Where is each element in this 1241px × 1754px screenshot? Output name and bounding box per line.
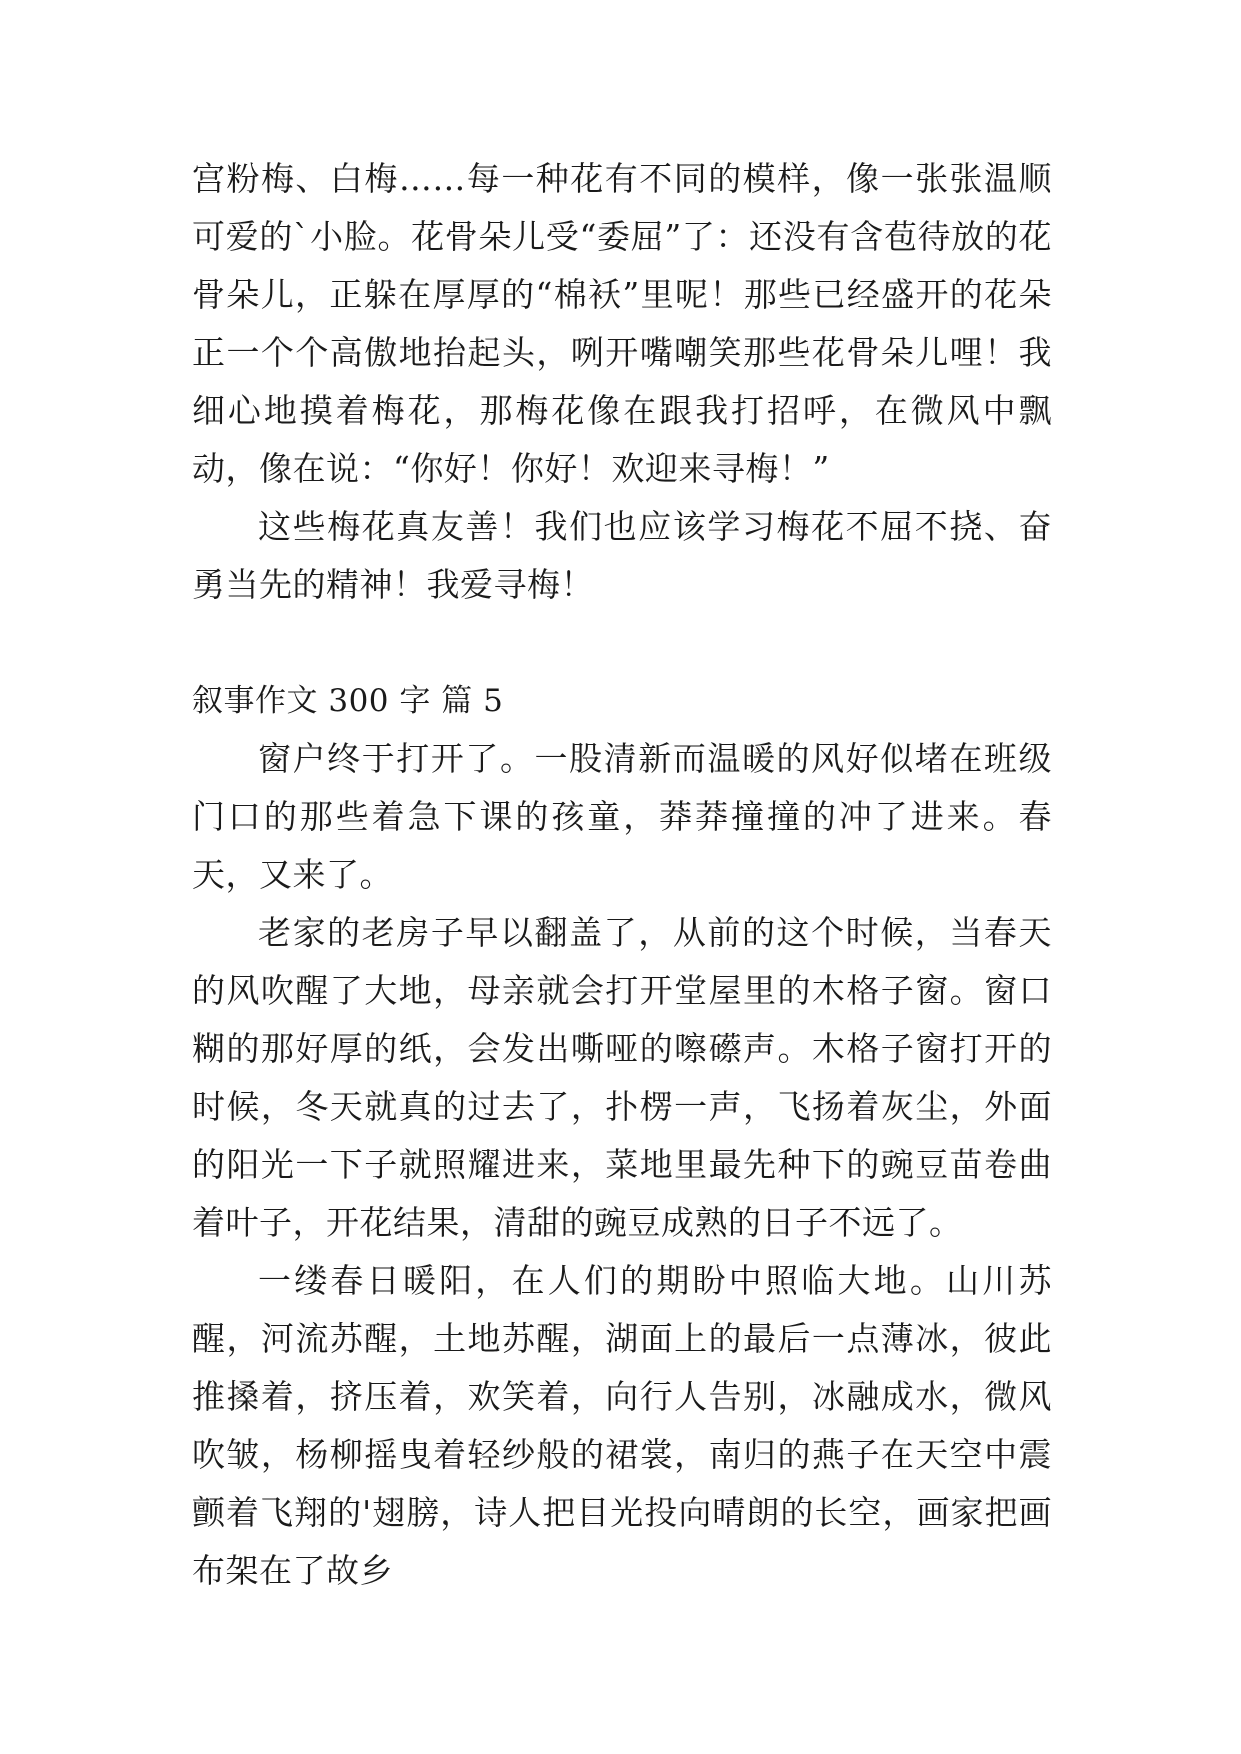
paragraph-plum-blossoms: 宫粉梅、白梅……每一种花有不同的模样，像一张张温顺可爱的`小脸。花骨朵儿受“委屈”了：还没有含苞待放的花骨朵儿，正躲在厚厚的“棉袄”里呢！那些已经盛开的花朵正一个个高傲地抬起头，咧开嘴嘲笑那些花骨朵儿哩！我细心地摸着梅花，那梅花像在跟我打招呼，在微风中飘动，像在说：“你好！你好！欢迎来寻梅！” — [192, 159, 1052, 488]
document-body — [192, 150, 1052, 1600]
paragraph-plum-conclusion: 这些梅花真友善！我们也应该学习梅花不屈不挠、奋勇当先的精神！我爱寻梅！ — [192, 507, 1052, 604]
paragraph-window-opens: 窗户终于打开了。一股清新而温暖的风好似堵在班级门口的那些着急下课的孩童，莽莽撞撞的冲了进来。春天，又来了。 — [192, 739, 1052, 894]
section-heading: 叙事作文 300 字 篇 5 — [192, 683, 504, 719]
paragraph-spring-sun: 一缕春日暖阳，在人们的期盼中照临大地。山川苏醒，河流苏醒，土地苏醒，湖面上的最后一点薄冰，彼此推搡着，挤压着，欢笑着，向行人告别，冰融成水，微风吹皱，杨柳摇曳着轻纱般的裙裳，南归的燕子在天空中震颤着飞翔的'翅膀，诗人把目光投向晴朗的长空，画家把画布架在了故乡 — [192, 1261, 1052, 1590]
paragraph-old-house: 老家的老房子早以翻盖了，从前的这个时候，当春天的风吹醒了大地，母亲就会打开堂屋里的木格子窗。窗口糊的那好厚的纸，会发出嘶哑的嚓礤声。木格子窗打开的时候，冬天就真的过去了，扑楞一声，飞扬着灰尘，外面的阳光一下子就照耀进来，菜地里最先种下的豌豆苗卷曲着叶子，开花结果，清甜的豌豆成熟的日子不远了。 — [192, 913, 1052, 1242]
